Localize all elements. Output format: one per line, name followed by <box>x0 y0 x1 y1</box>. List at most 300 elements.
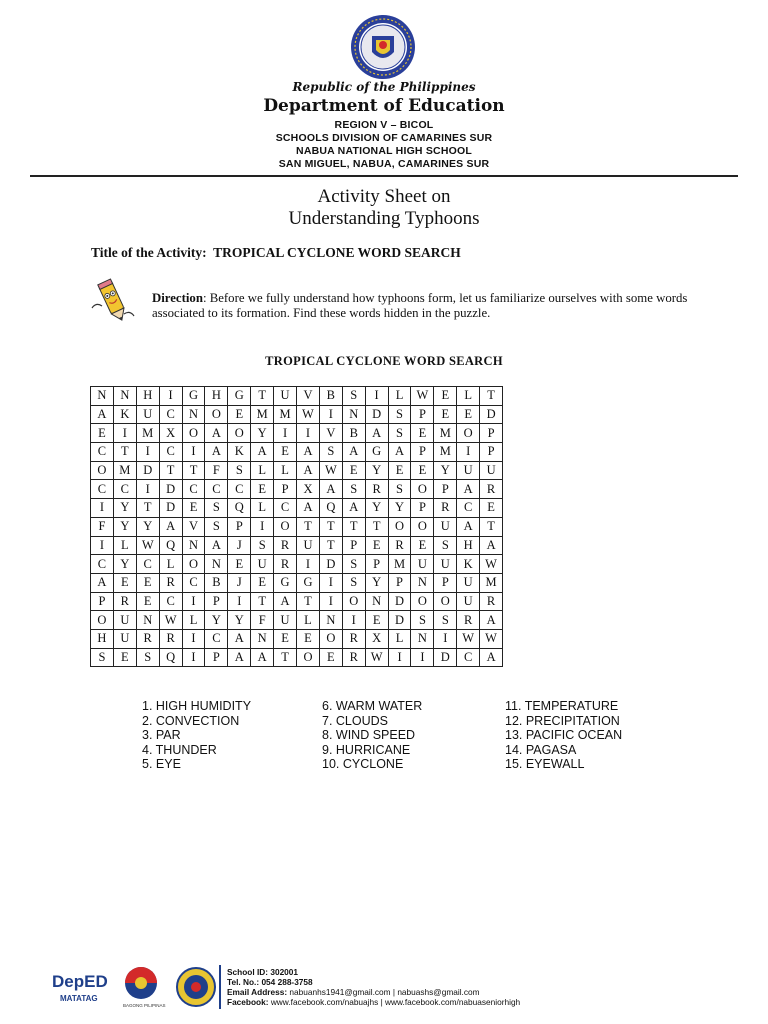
grid-cell[interactable]: O <box>297 648 320 667</box>
grid-cell[interactable]: L <box>388 387 411 406</box>
word-list-item: 4. THUNDER <box>142 742 217 757</box>
grid-cell[interactable]: I <box>457 443 480 462</box>
grid-cell[interactable]: O <box>274 517 297 536</box>
grid-cell[interactable]: S <box>434 536 457 555</box>
grid-cell[interactable]: H <box>457 536 480 555</box>
grid-cell[interactable]: L <box>113 536 136 555</box>
grid-cell[interactable]: V <box>182 517 205 536</box>
grid-cell[interactable]: C <box>159 443 182 462</box>
grid-cell[interactable]: A <box>251 648 274 667</box>
grid-cell[interactable]: W <box>457 629 480 648</box>
grid-cell[interactable]: C <box>182 573 205 592</box>
grid-cell[interactable]: O <box>182 555 205 574</box>
grid-cell[interactable]: R <box>342 648 365 667</box>
grid-cell[interactable]: Y <box>434 461 457 480</box>
grid-cell[interactable]: U <box>136 405 159 424</box>
grid-cell[interactable]: S <box>411 611 434 630</box>
grid-cell[interactable]: O <box>411 517 434 536</box>
grid-cell[interactable]: O <box>411 592 434 611</box>
grid-cell[interactable]: I <box>136 480 159 499</box>
school-id-label: School ID: <box>227 967 269 977</box>
grid-cell[interactable]: I <box>434 629 457 648</box>
grid-cell[interactable]: M <box>388 555 411 574</box>
deped-matatag-logo <box>52 972 108 1003</box>
grid-cell[interactable]: E <box>388 461 411 480</box>
grid-cell[interactable]: E <box>274 629 297 648</box>
grid-cell[interactable]: R <box>159 573 182 592</box>
word-search-grid <box>90 386 503 667</box>
grid-cell[interactable]: E <box>411 424 434 443</box>
grid-cell[interactable]: O <box>205 405 228 424</box>
grid-cell[interactable]: A <box>297 461 320 480</box>
facebook-value[interactable]: www.facebook.com/nabuajhs | www.facebook.com/nabuaseniorhigh <box>270 997 521 1007</box>
word-search-title: TROPICAL CYCLONE WORD SEARCH <box>265 354 503 368</box>
grid-cell[interactable]: A <box>297 443 320 462</box>
grid-cell[interactable]: L <box>251 499 274 518</box>
grid-cell[interactable]: C <box>205 629 228 648</box>
grid-cell[interactable]: E <box>113 573 136 592</box>
grid-cell[interactable]: U <box>297 536 320 555</box>
grid-cell[interactable]: C <box>457 648 480 667</box>
grid-cell[interactable]: K <box>457 555 480 574</box>
grid-cell[interactable]: C <box>136 555 159 574</box>
grid-cell[interactable]: S <box>342 387 365 406</box>
grid-cell[interactable]: L <box>251 461 274 480</box>
grid-cell[interactable]: S <box>205 517 228 536</box>
grid-cell[interactable]: C <box>274 499 297 518</box>
grid-cell[interactable]: I <box>411 648 434 667</box>
grid-cell[interactable]: P <box>480 443 503 462</box>
grid-cell[interactable]: U <box>251 555 274 574</box>
grid-cell[interactable]: U <box>457 592 480 611</box>
grid-cell[interactable]: R <box>159 629 182 648</box>
republic-text: Republic of the Philippines <box>292 80 476 94</box>
direction-paragraph <box>152 291 692 321</box>
grid-row <box>91 629 503 648</box>
grid-cell[interactable]: D <box>480 405 503 424</box>
grid-cell[interactable]: T <box>159 461 182 480</box>
grid-cell[interactable]: S <box>205 499 228 518</box>
grid-cell[interactable]: P <box>434 573 457 592</box>
grid-cell[interactable]: W <box>297 405 320 424</box>
grid-cell[interactable]: P <box>228 517 251 536</box>
grid-cell[interactable]: W <box>411 387 434 406</box>
grid-cell[interactable]: N <box>182 536 205 555</box>
grid-cell[interactable]: N <box>365 592 388 611</box>
direction-label: Direction <box>152 291 203 305</box>
grid-cell[interactable]: G <box>365 443 388 462</box>
grid-cell[interactable]: S <box>91 648 114 667</box>
grid-cell[interactable]: L <box>274 461 297 480</box>
grid-cell[interactable]: A <box>91 405 114 424</box>
grid-cell[interactable]: C <box>91 555 114 574</box>
grid-cell[interactable]: E <box>411 536 434 555</box>
grid-cell[interactable]: O <box>91 461 114 480</box>
grid-cell[interactable]: P <box>342 536 365 555</box>
grid-cell[interactable]: S <box>251 536 274 555</box>
grid-cell[interactable]: E <box>91 424 114 443</box>
grid-cell[interactable]: A <box>457 480 480 499</box>
grid-cell[interactable]: U <box>113 611 136 630</box>
grid-cell[interactable]: Y <box>388 499 411 518</box>
grid-cell[interactable]: M <box>251 405 274 424</box>
grid-cell[interactable]: T <box>480 387 503 406</box>
grid-cell[interactable]: T <box>182 461 205 480</box>
grid-cell[interactable]: I <box>319 573 342 592</box>
grid-cell[interactable]: S <box>228 461 251 480</box>
grid-cell[interactable]: A <box>480 648 503 667</box>
grid-cell[interactable]: C <box>91 480 114 499</box>
grid-cell[interactable]: P <box>388 573 411 592</box>
grid-cell[interactable]: S <box>434 611 457 630</box>
grid-cell[interactable]: F <box>91 517 114 536</box>
grid-cell[interactable]: Y <box>113 517 136 536</box>
bagong-pilipinas-logo <box>123 967 166 1008</box>
grid-cell[interactable]: S <box>342 555 365 574</box>
grid-cell[interactable]: N <box>342 405 365 424</box>
grid-cell[interactable]: Q <box>159 536 182 555</box>
grid-cell[interactable]: I <box>182 629 205 648</box>
grid-cell[interactable]: S <box>388 480 411 499</box>
grid-cell[interactable]: F <box>251 611 274 630</box>
word-list-column-2 <box>322 699 422 772</box>
grid-cell[interactable]: E <box>434 405 457 424</box>
grid-cell[interactable]: E <box>228 405 251 424</box>
grid-cell[interactable]: U <box>434 555 457 574</box>
grid-cell[interactable]: B <box>319 387 342 406</box>
grid-cell[interactable]: Y <box>205 611 228 630</box>
grid-cell[interactable]: C <box>159 405 182 424</box>
grid-cell[interactable]: R <box>388 536 411 555</box>
word-list-item: 1. HIGH HUMIDITY <box>142 699 252 713</box>
grid-cell[interactable]: H <box>91 629 114 648</box>
grid-cell[interactable]: U <box>274 387 297 406</box>
grid-cell[interactable]: N <box>251 629 274 648</box>
nabua-nhs-seal <box>177 968 215 1006</box>
grid-cell[interactable]: Y <box>365 573 388 592</box>
grid-cell[interactable]: D <box>388 592 411 611</box>
grid-cell[interactable]: M <box>274 405 297 424</box>
grid-cell[interactable]: T <box>297 517 320 536</box>
grid-cell[interactable]: T <box>365 517 388 536</box>
grid-cell[interactable]: P <box>411 499 434 518</box>
footer-logos <box>50 965 230 1009</box>
grid-cell[interactable]: P <box>91 592 114 611</box>
grid-cell[interactable]: D <box>159 480 182 499</box>
grid-cell[interactable]: A <box>205 424 228 443</box>
grid-cell[interactable]: R <box>480 480 503 499</box>
grid-cell[interactable]: M <box>434 443 457 462</box>
sheet-title-line2: Understanding Typhoons <box>288 208 480 229</box>
grid-cell[interactable]: E <box>113 648 136 667</box>
grid-cell[interactable]: C <box>205 480 228 499</box>
grid-cell[interactable]: T <box>113 443 136 462</box>
grid-cell[interactable]: E <box>457 405 480 424</box>
grid-cell[interactable]: D <box>136 461 159 480</box>
footer-contact-info <box>227 967 520 1007</box>
grid-cell[interactable]: E <box>411 461 434 480</box>
grid-cell[interactable]: N <box>113 387 136 406</box>
grid-cell[interactable]: R <box>434 499 457 518</box>
grid-cell[interactable]: V <box>319 424 342 443</box>
grid-cell[interactable]: E <box>319 648 342 667</box>
grid-cell[interactable]: R <box>113 592 136 611</box>
grid-cell[interactable]: S <box>342 573 365 592</box>
grid-cell[interactable]: W <box>159 611 182 630</box>
grid-cell[interactable]: N <box>319 611 342 630</box>
grid-cell[interactable]: C <box>228 480 251 499</box>
grid-cell[interactable]: E <box>297 629 320 648</box>
grid-cell[interactable]: C <box>113 480 136 499</box>
grid-cell[interactable]: M <box>113 461 136 480</box>
grid-cell[interactable]: A <box>251 443 274 462</box>
grid-cell[interactable]: I <box>159 387 182 406</box>
grid-cell[interactable]: Y <box>113 555 136 574</box>
grid-cell[interactable]: J <box>228 536 251 555</box>
activity-title-value: TROPICAL CYCLONE WORD SEARCH <box>213 245 461 260</box>
grid-cell[interactable]: C <box>159 592 182 611</box>
grid-cell[interactable]: B <box>205 573 228 592</box>
grid-cell[interactable]: T <box>297 592 320 611</box>
grid-cell[interactable]: O <box>91 611 114 630</box>
grid-row <box>91 648 503 667</box>
grid-cell[interactable]: B <box>342 424 365 443</box>
grid-cell[interactable]: Q <box>319 499 342 518</box>
grid-cell[interactable]: E <box>136 573 159 592</box>
grid-cell[interactable]: S <box>388 405 411 424</box>
matatag-logo-text: MATATAG <box>60 994 98 1003</box>
grid-cell[interactable]: P <box>480 424 503 443</box>
grid-cell[interactable]: O <box>342 592 365 611</box>
grid-cell[interactable]: E <box>274 443 297 462</box>
grid-cell[interactable]: S <box>319 443 342 462</box>
grid-cell[interactable]: U <box>457 461 480 480</box>
grid-cell[interactable]: P <box>365 555 388 574</box>
grid-cell[interactable]: N <box>205 555 228 574</box>
grid-cell[interactable]: S <box>388 424 411 443</box>
grid-cell[interactable]: A <box>91 573 114 592</box>
grid-cell[interactable]: E <box>480 499 503 518</box>
grid-cell[interactable]: E <box>251 573 274 592</box>
grid-cell[interactable]: G <box>182 387 205 406</box>
grid-cell[interactable]: I <box>319 592 342 611</box>
grid-row <box>91 424 503 443</box>
grid-cell[interactable]: T <box>480 517 503 536</box>
grid-cell[interactable]: O <box>319 629 342 648</box>
grid-cell[interactable]: A <box>342 499 365 518</box>
grid-cell[interactable]: I <box>365 387 388 406</box>
grid-cell[interactable]: I <box>319 405 342 424</box>
grid-cell[interactable]: Y <box>136 517 159 536</box>
grid-cell[interactable]: Y <box>228 611 251 630</box>
grid-cell[interactable]: I <box>182 443 205 462</box>
grid-cell[interactable]: F <box>205 461 228 480</box>
grid-cell[interactable]: R <box>480 592 503 611</box>
grid-cell[interactable]: R <box>365 480 388 499</box>
grid-cell[interactable]: N <box>411 629 434 648</box>
grid-cell[interactable]: G <box>228 387 251 406</box>
grid-cell[interactable]: O <box>228 424 251 443</box>
grid-cell[interactable]: D <box>434 648 457 667</box>
word-list-item: 13. PACIFIC OCEAN <box>505 728 623 742</box>
email-value[interactable]: nabuanhs1941@gmail.com | nabuashs@gmail.com <box>289 987 480 997</box>
grid-cell[interactable]: N <box>91 387 114 406</box>
grid-cell[interactable]: U <box>457 573 480 592</box>
grid-cell[interactable]: O <box>434 592 457 611</box>
grid-cell[interactable]: U <box>480 461 503 480</box>
word-list-item: 12. PRECIPITATION <box>505 713 620 728</box>
school-address: SAN MIGUEL, NABUA, CAMARINES SUR <box>278 158 490 170</box>
grid-cell[interactable]: Y <box>113 499 136 518</box>
grid-cell[interactable]: I <box>91 499 114 518</box>
grid-cell[interactable]: L <box>457 387 480 406</box>
grid-cell[interactable]: P <box>411 405 434 424</box>
grid-cell[interactable]: Y <box>251 424 274 443</box>
grid-cell[interactable]: O <box>457 424 480 443</box>
grid-cell[interactable]: A <box>228 648 251 667</box>
grid-cell[interactable]: A <box>480 611 503 630</box>
grid-cell[interactable]: I <box>297 424 320 443</box>
activity-title-label: Title of the Activity: <box>91 245 207 260</box>
grid-cell[interactable]: T <box>251 592 274 611</box>
grid-cell[interactable]: R <box>274 555 297 574</box>
footer-divider <box>219 965 221 1009</box>
grid-cell[interactable]: E <box>342 461 365 480</box>
grid-cell[interactable]: U <box>434 517 457 536</box>
grid-cell[interactable]: O <box>182 424 205 443</box>
grid-cell[interactable]: A <box>342 443 365 462</box>
grid-cell[interactable]: L <box>159 555 182 574</box>
grid-cell[interactable]: N <box>136 611 159 630</box>
grid-cell[interactable]: A <box>319 480 342 499</box>
grid-cell[interactable]: E <box>365 611 388 630</box>
grid-cell[interactable]: H <box>205 387 228 406</box>
grid-cell[interactable]: A <box>205 443 228 462</box>
grid-cell[interactable]: E <box>182 499 205 518</box>
grid-cell[interactable]: K <box>228 443 251 462</box>
grid-cell[interactable]: I <box>182 648 205 667</box>
grid-cell[interactable]: S <box>136 648 159 667</box>
grid-cell[interactable]: A <box>480 536 503 555</box>
grid-cell[interactable]: R <box>342 629 365 648</box>
grid-cell[interactable]: E <box>434 387 457 406</box>
bagong-pilipinas-text: BAGONG PILIPINAS <box>123 1003 166 1008</box>
grid-cell[interactable]: I <box>228 592 251 611</box>
grid-cell[interactable]: S <box>342 480 365 499</box>
grid-cell[interactable]: P <box>411 443 434 462</box>
grid-cell[interactable]: G <box>274 573 297 592</box>
grid-cell[interactable]: W <box>480 555 503 574</box>
grid-cell[interactable]: I <box>297 555 320 574</box>
grid-cell[interactable]: W <box>480 629 503 648</box>
grid-cell[interactable]: T <box>136 499 159 518</box>
grid-cell[interactable]: C <box>91 443 114 462</box>
grid-cell[interactable]: T <box>342 517 365 536</box>
grid-cell[interactable]: L <box>182 611 205 630</box>
grid-cell[interactable]: Y <box>365 461 388 480</box>
grid-cell[interactable]: M <box>480 573 503 592</box>
grid-cell[interactable]: P <box>205 592 228 611</box>
grid-cell[interactable]: A <box>457 517 480 536</box>
grid-cell[interactable]: I <box>182 592 205 611</box>
grid-cell[interactable]: A <box>297 499 320 518</box>
grid-cell[interactable]: L <box>388 629 411 648</box>
grid-cell[interactable]: M <box>136 424 159 443</box>
grid-cell[interactable]: P <box>434 480 457 499</box>
grid-cell[interactable]: D <box>388 611 411 630</box>
grid-cell[interactable]: J <box>228 573 251 592</box>
grid-cell[interactable]: A <box>274 592 297 611</box>
grid-cell[interactable]: R <box>274 536 297 555</box>
grid-cell[interactable]: T <box>319 517 342 536</box>
grid-cell[interactable]: Y <box>365 499 388 518</box>
grid-cell[interactable]: C <box>182 480 205 499</box>
grid-cell[interactable]: E <box>251 480 274 499</box>
grid-cell[interactable]: N <box>411 573 434 592</box>
grid-cell[interactable]: I <box>136 443 159 462</box>
grid-cell[interactable]: A <box>228 629 251 648</box>
grid-cell[interactable]: O <box>388 517 411 536</box>
grid-cell[interactable]: D <box>365 405 388 424</box>
grid-cell[interactable]: V <box>297 387 320 406</box>
grid-cell[interactable]: X <box>365 629 388 648</box>
grid-cell[interactable]: W <box>319 461 342 480</box>
grid-cell[interactable]: T <box>319 536 342 555</box>
grid-cell[interactable]: H <box>136 387 159 406</box>
grid-cell[interactable]: I <box>91 536 114 555</box>
grid-cell[interactable]: P <box>274 480 297 499</box>
grid-cell[interactable]: U <box>274 611 297 630</box>
grid-cell[interactable]: D <box>159 499 182 518</box>
grid-cell[interactable]: K <box>113 405 136 424</box>
grid-cell[interactable]: I <box>251 517 274 536</box>
grid-cell[interactable]: L <box>297 611 320 630</box>
grid-cell[interactable]: E <box>228 555 251 574</box>
grid-cell[interactable]: Q <box>159 648 182 667</box>
grid-cell[interactable]: E <box>136 592 159 611</box>
grid-cell[interactable]: R <box>136 629 159 648</box>
grid-cell[interactable]: O <box>411 480 434 499</box>
grid-cell[interactable]: I <box>342 611 365 630</box>
grid-cell[interactable]: Q <box>228 499 251 518</box>
grid-row <box>91 517 503 536</box>
grid-cell[interactable]: P <box>205 648 228 667</box>
grid-cell[interactable]: W <box>365 648 388 667</box>
grid-cell[interactable]: I <box>113 424 136 443</box>
grid-cell[interactable]: T <box>251 387 274 406</box>
grid-cell[interactable]: U <box>411 555 434 574</box>
grid-cell[interactable]: D <box>319 555 342 574</box>
facebook-label: Facebook: <box>227 997 269 1007</box>
grid-cell[interactable]: U <box>113 629 136 648</box>
grid-cell[interactable]: A <box>205 536 228 555</box>
grid-cell[interactable]: R <box>457 611 480 630</box>
grid-cell[interactable]: C <box>457 499 480 518</box>
grid-cell[interactable]: M <box>434 424 457 443</box>
grid-cell[interactable]: X <box>297 480 320 499</box>
grid-cell[interactable]: T <box>274 648 297 667</box>
grid-cell[interactable]: X <box>159 424 182 443</box>
grid-cell[interactable]: W <box>136 536 159 555</box>
grid-cell[interactable]: A <box>388 443 411 462</box>
grid-cell[interactable]: A <box>365 424 388 443</box>
grid-cell[interactable]: I <box>388 648 411 667</box>
grid-cell[interactable]: N <box>182 405 205 424</box>
grid-cell[interactable]: I <box>274 424 297 443</box>
grid-cell[interactable]: E <box>365 536 388 555</box>
grid-cell[interactable]: G <box>297 573 320 592</box>
grid-cell[interactable]: A <box>159 517 182 536</box>
